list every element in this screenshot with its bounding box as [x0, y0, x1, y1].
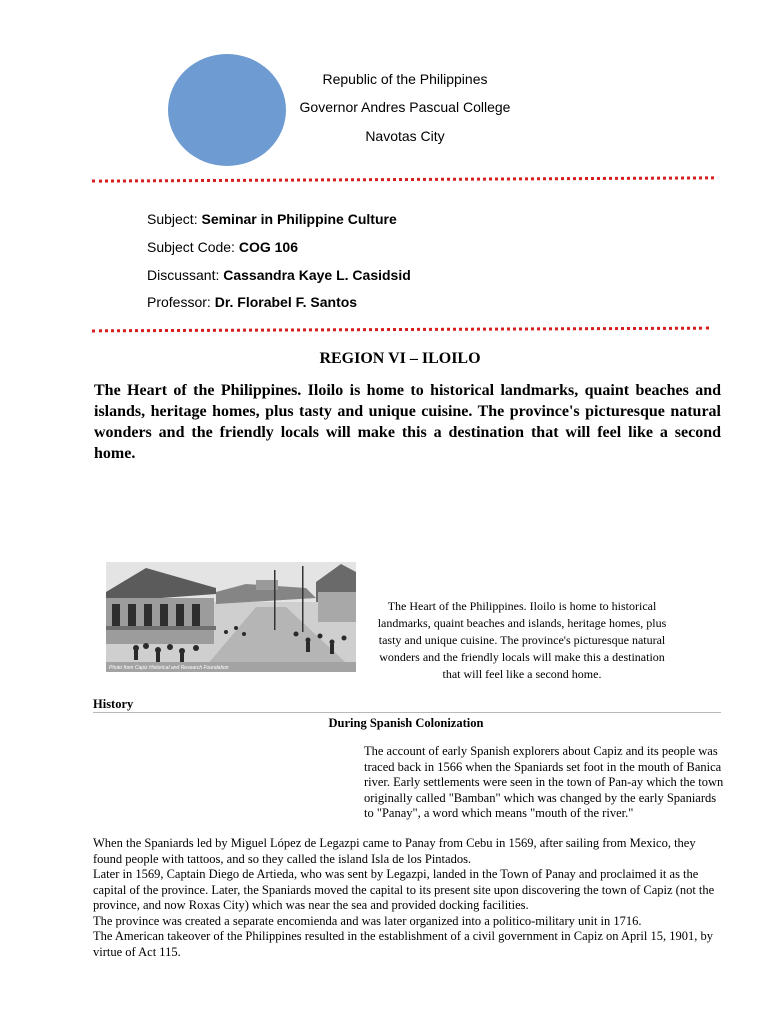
bottom-dotted-divider	[92, 327, 709, 333]
history-paragraph-legazpi: When the Spaniards led by Miguel López de Legazpi came to Panay from Cebu in 1569, after sailing from Mexico, they found people with tattoos, and so they called the island Isla de los Pintados.	[93, 836, 696, 866]
historical-photo	[106, 562, 356, 672]
intro-paragraph: The Heart of the Philippines. Iloilo is home to historical landmarks, quaint beaches and islands, heritage homes, plus tasty and unique cuisine. The province's picturesque natural wonders and the friendly locals will make this a destination that will feel like a second home.	[94, 382, 721, 462]
discussant-value: Cassandra Kaye L. Casidsid	[223, 267, 411, 283]
early-account-paragraph: The account of early Spanish explorers about Capiz and its people was traced back in 1566 when the Spaniards set foot in the mouth of Banica river. Early settlements were seen in the town of Pan-ay which the town originally called "Bamban" which was changed by the early Spaniards to "Panay", a word which means "mouth of the river."	[364, 744, 724, 820]
history-heading: History	[93, 697, 134, 711]
subject-code-label: Subject Code:	[147, 239, 235, 255]
professor-label: Professor:	[147, 294, 211, 310]
header-college: Governor Andres Pascual College	[299, 99, 511, 115]
spanish-colonization-heading: During Spanish Colonization	[328, 716, 484, 730]
professor-value: Dr. Florabel F. Santos	[214, 294, 358, 310]
history-rule	[93, 712, 721, 713]
history-paragraph-american: The American takeover of the Philippines resulted in the establishment of a civil government in Capiz on April 15, 1901, by virtue of Act 115.	[93, 929, 714, 959]
professor-line	[147, 294, 357, 310]
subject-value: Seminar in Philippine Culture	[201, 211, 397, 227]
discussant-line	[147, 267, 411, 283]
history-paragraph-encomienda: The province was created a separate encomienda and was later organized into a politico-military unit in 1716.	[93, 913, 642, 928]
subject-label: Subject:	[147, 211, 198, 227]
subject-code-value: COG 106	[238, 239, 298, 255]
history-paragraph-artieda: Later in 1569, Captain Diego de Artieda, who was sent by Legazpi, landed in the Town of Panay and proclaimed it as the capital of the province. Later, the Spaniards moved the capital to its present site upon discovering the town of Capiz (not the province, and now Roxas City) which was near the sea and provided docking facilities.	[93, 867, 715, 912]
photo-credit: Photo from Capiz Historical and Research Foundation	[109, 665, 229, 671]
header-republic: Republic of the Philippines	[322, 71, 488, 87]
history-body	[93, 836, 723, 960]
region-title: REGION VI – ILOILO	[319, 350, 481, 367]
top-dotted-divider	[92, 176, 714, 182]
subject-code-line	[147, 239, 298, 255]
subject-line	[147, 211, 397, 227]
photo-caption: The Heart of the Philippines. Iloilo is home to historical landmarks, quaint beaches and islands, heritage homes, plus tasty and unique cuisine. The province's picturesque natural wonders and the friendly locals will make this a destination that will feel like a second home.	[377, 599, 667, 681]
header-city: Navotas City	[365, 128, 445, 144]
discussant-label: Discussant:	[147, 267, 220, 283]
